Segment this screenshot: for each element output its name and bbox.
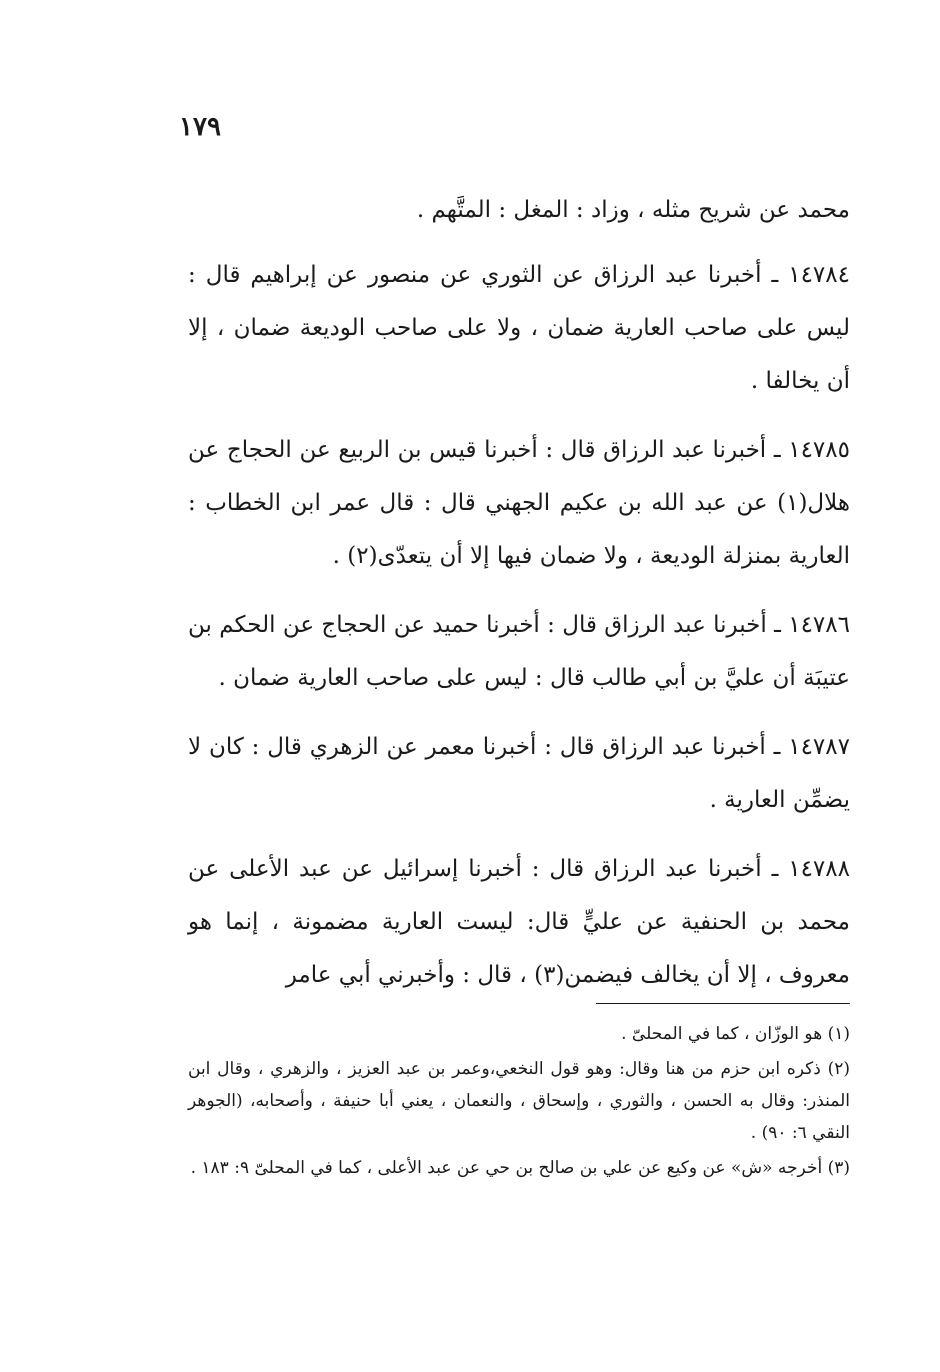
page-number: ١٧٩: [179, 112, 221, 142]
footnote-1: (١) هو الوزّان ، كما في المحلىّ .: [621, 1024, 850, 1044]
paragraph-14787: ١٤٧٨٧ ـ أخبرنا عبد الرزاق قال : أخبرنا معمر عن الزهري قال : كان لا يضمِّن العارية .: [188, 734, 850, 813]
footnotes: [188, 1018, 850, 1187]
main-text: [188, 184, 850, 1018]
paragraph-14786: ١٤٧٨٦ ـ أخبرنا عبد الرزاق قال : أخبرنا حميد عن الحجاج عن الحكم بن عتيبَة أن عليَّ بن أبي طالب قال : ليس على صاحب العارية ضمان .: [188, 612, 850, 691]
footnote-2: (٢) ذكره ابن حزم من هنا وقال: وهو قول النخعي،وعمر بن عبد العزيز ، والزهري ، وقال ابن المنذر: وقال به الحسن ، والثوري ، وإسحاق ، والنعمان ، يعني أبا حنيفة ، وأصحابه، (الجوهر النقي ٦: ٩٠) .: [188, 1059, 850, 1143]
paragraph-continuation: محمد عن شريح مثله ، وزاد : المغل : المتَّهم .: [416, 197, 850, 223]
footnote-divider: [596, 1003, 850, 1004]
footnote-3: (٣) أخرجه «ش» عن وكيع عن علي بن صالح بن حي عن عبد الأعلى ، كما في المحلىّ ٩: ١٨٣ .: [190, 1158, 850, 1178]
paragraph-14784: ١٤٧٨٤ ـ أخبرنا عبد الرزاق عن الثوري عن منصور عن إبراهيم قال : ليس على صاحب العارية ضمان ، ولا على صاحب الوديعة ضمان ، إلا أن يخالفا .: [188, 262, 850, 394]
paragraph-14788: ١٤٧٨٨ ـ أخبرنا عبد الرزاق قال : أخبرنا إسرائيل عن عبد الأعلى عن محمد بن الحنفية عن عليٍّ قال: ليست العارية مضمونة ، إنما هو معروف ، إلا أن يخالف فيضمن(٣) ، قال : وأخبرني أبي عامر: [188, 856, 850, 988]
paragraph-14785: ١٤٧٨٥ ـ أخبرنا عبد الرزاق قال : أخبرنا قيس بن الربيع عن الحجاج عن هلال(١) عن عبد الله بن عكيم الجهني قال : قال عمر ابن الخطاب : العارية بمنزلة الوديعة ، ولا ضمان فيها إلا أن يتعدّى(٢) .: [188, 437, 850, 569]
